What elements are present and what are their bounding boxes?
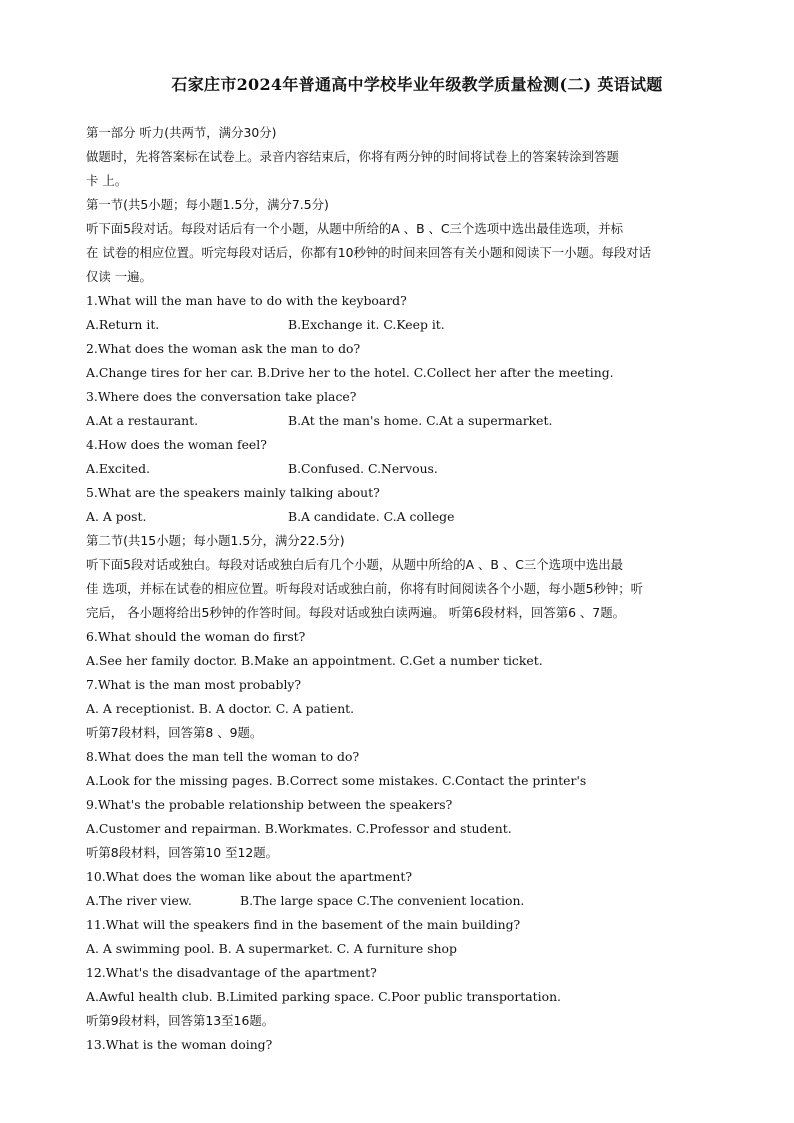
question-10: 10.What does the woman like about the apartment? xyxy=(86,869,413,884)
option-a: A.At a restaurant. xyxy=(86,413,199,428)
question-4: 4.How does the woman feel? xyxy=(86,437,267,452)
question-3-options xyxy=(86,409,746,433)
option-a: A. A post. xyxy=(86,509,147,524)
question-1: 1.What will the man have to do with the keyboard? xyxy=(86,293,407,308)
section2-instruction-line-2: 佳 选项，并标在试卷的相应位置。听每段对话或独白前，你将有时间阅读各个小题，每小题5秒钟；听 xyxy=(86,581,644,596)
question-5: 5.What are the speakers mainly talking about? xyxy=(86,485,380,500)
question-11: 11.What will the speakers find in the basement of the main building? xyxy=(86,917,521,932)
question-6-options: A.See her family doctor. B.Make an appointment. C.Get a number ticket. xyxy=(86,653,543,668)
option-a: A.Excited. xyxy=(86,461,151,476)
option-bc: B.A candidate. C.A college xyxy=(288,509,455,524)
question-12: 12.What's the disadvantage of the apartment? xyxy=(86,965,377,980)
question-2: 2.What does the woman ask the man to do? xyxy=(86,341,361,356)
page-title: 石家庄市2024年普通高中学校毕业年级教学质量检测(二) 英语试题 xyxy=(171,75,663,94)
part1-instruction-line-1: 做题时，先将答案标在试卷上。录音内容结束后，你将有两分钟的时间将试卷上的答案转涂到答题 xyxy=(86,149,619,164)
question-10-options xyxy=(86,889,746,913)
section2-heading: 第二节(共15小题；每小题1.5分，满分22.5分) xyxy=(86,533,345,548)
option-bc: B.At the man's home. C.At a supermarket. xyxy=(288,413,553,428)
section1-instruction-line-3: 仅读 一遍。 xyxy=(86,269,152,284)
question-9-options: A.Customer and repairman. B.Workmates. C.Professor and student. xyxy=(86,821,512,836)
question-6: 6.What should the woman do first? xyxy=(86,629,306,644)
question-5-options xyxy=(86,505,746,529)
part1-heading: 第一部分 听力(共两节，满分30分) xyxy=(86,125,277,140)
option-bc: B.Confused. C.Nervous. xyxy=(288,461,438,476)
material-9-instruction: 听第9段材料，回答第13至16题。 xyxy=(86,1013,275,1028)
question-7: 7.What is the man most probably? xyxy=(86,677,302,692)
option-a: A.Return it. xyxy=(86,317,160,332)
exam-content xyxy=(86,121,746,1057)
question-2-options: A.Change tires for her car. B.Drive her to the hotel. C.Collect her after the meeting. xyxy=(86,365,614,380)
option-bc: B.Exchange it. C.Keep it. xyxy=(288,317,445,332)
question-11-options: A. A swimming pool. B. A supermarket. C. A furniture shop xyxy=(86,941,457,956)
part1-instruction-line-2: 卡 上。 xyxy=(86,173,128,188)
question-12-options: A.Awful health club. B.Limited parking space. C.Poor public transportation. xyxy=(86,989,561,1004)
option-a: A.The river view. xyxy=(86,893,192,908)
question-7-options: A. A receptionist. B. A doctor. C. A patient. xyxy=(86,701,355,716)
section2-instruction-line-1: 听下面5段对话或独白。每段对话或独白后有几个小题，从题中所给的A 、B 、C三个选项中选出最 xyxy=(86,557,624,572)
section2-instruction-line-3: 完后， 各小题将给出5秒钟的作答时间。每段对话或独白读两遍。 听第6段材料，回答第6 、7题。 xyxy=(86,605,625,620)
section1-heading: 第一节(共5小题；每小题1.5分，满分7.5分) xyxy=(86,197,329,212)
question-3: 3.Where does the conversation take place? xyxy=(86,389,357,404)
section1-instruction-line-2: 在 试卷的相应位置。听完每段对话后，你都有10秒钟的时间来回答有关小题和阅读下一小题。每段对话 xyxy=(86,245,651,260)
material-7-instruction: 听第7段材料，回答第8 、9题。 xyxy=(86,725,263,740)
question-8-options: A.Look for the missing pages. B.Correct some mistakes. C.Contact the printer's xyxy=(86,773,587,788)
question-9: 9.What's the probable relationship between the speakers? xyxy=(86,797,453,812)
question-1-options xyxy=(86,313,746,337)
question-8: 8.What does the man tell the woman to do? xyxy=(86,749,360,764)
question-13: 13.What is the woman doing? xyxy=(86,1037,273,1052)
option-bc: B.The large space C.The convenient location. xyxy=(240,893,525,908)
material-8-instruction: 听第8段材料，回答第10 至12题。 xyxy=(86,845,279,860)
question-4-options xyxy=(86,457,746,481)
section1-instruction-line-1: 听下面5段对话。每段对话后有一个小题，从题中所给的A 、B 、C三个选项中选出最佳选项，并标 xyxy=(86,221,624,236)
